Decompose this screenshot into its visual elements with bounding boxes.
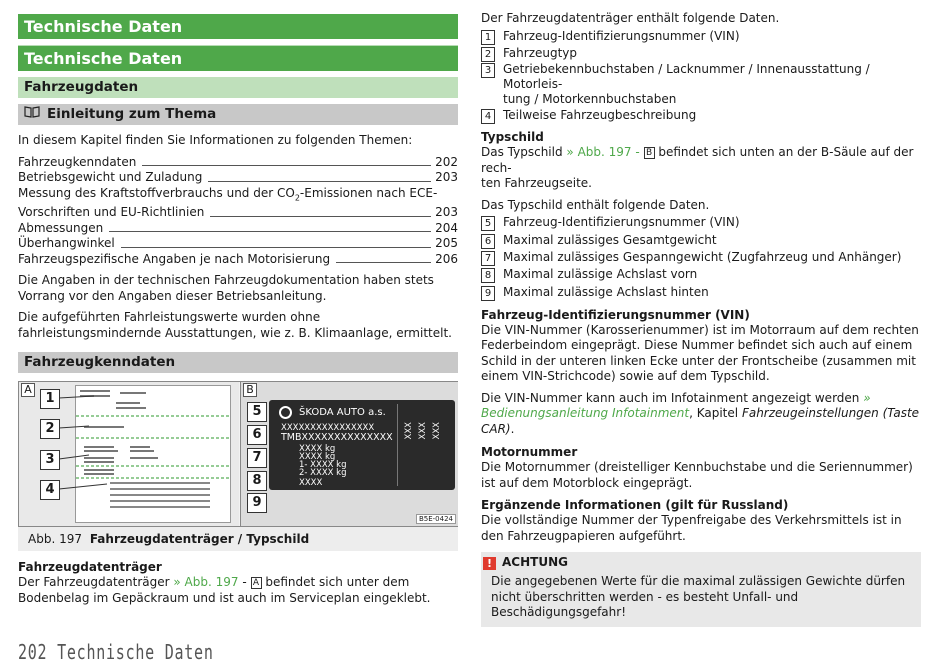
callout-number: 6 <box>247 425 267 445</box>
callout-number: 2 <box>40 419 60 439</box>
manual-link[interactable]: » Bedienungsanleitung Infotainment <box>481 390 871 421</box>
callout-number: 7 <box>247 448 267 468</box>
paragraph: Die Angaben in der technischen Fahrzeugdokumentation haben stets Vorrang vor den Angaben dieser Betriebsanleitung. <box>18 273 434 303</box>
list-item: 7 Maximal zulässiges Gespanngewicht (Zugfahrzeug und Anhänger) <box>481 249 921 266</box>
intro-bar-label: Einleitung zum Thema <box>47 106 217 122</box>
paragraph: Das Typschild » Abb. 197 - B befindet sich unten an der B-Säule auf der rech- ten Fahrzeugseite. <box>481 145 914 191</box>
list-item: 6 Maximal zulässiges Gesamtgewicht <box>481 232 921 249</box>
figure-label-a: A <box>21 383 35 397</box>
paragraph: Der Fahrzeugdatenträger » Abb. 197 - A befindet sich unter dem Bodenbelag im Gepäckraum und ist auch im Serviceplan eingeklebt. <box>18 575 431 605</box>
caption-text: Fahrzeugdatenträger / Typschild <box>89 532 310 547</box>
plate-line: XXXX kg <box>299 444 336 455</box>
figure-code: B5E-0424 <box>416 514 456 524</box>
figure-b <box>240 382 458 526</box>
plate-line: 1- XXXX kg <box>299 460 347 471</box>
warning-text: Die angegebenen Werte für die maximal zulässigen Gewichte dürfen nicht überschritten werden - es besteht Unfall- und Beschädigungsgefahr! <box>491 574 906 620</box>
right-column <box>481 11 921 627</box>
list-item: 1 Fahrzeug-Identifizierungsnummer (VIN) <box>481 28 921 45</box>
callout-number: 5 <box>247 402 267 422</box>
plate-line: XXXX kg <box>299 452 336 463</box>
warning-icon: ! <box>483 557 496 570</box>
figure-a <box>19 382 239 526</box>
figure-link[interactable]: » Abb. 197 - <box>566 145 640 160</box>
toc-entry[interactable]: Fahrzeugkenndaten 202 <box>18 154 458 169</box>
plate-line: XXXXXXXXXXXXXXXX <box>281 423 375 434</box>
toc <box>18 155 458 268</box>
subheading: Typschild <box>481 130 544 145</box>
list-item: 9 Maximal zulässige Achslast hinten <box>481 284 921 301</box>
figure-label-b: B <box>243 383 257 397</box>
ref-box-b: B <box>644 147 655 159</box>
ref-box-a: A <box>251 577 262 589</box>
chapter-title: Technische Daten <box>18 14 458 39</box>
list-item: 3 Getriebekennbuchstaben / Lacknummer / Innenausstattung / Motorleis- tung / Motorkennbuchstaben <box>481 62 921 107</box>
figure-image <box>18 381 458 527</box>
plate-line: TMBXXXXXXXXXXXXXX <box>281 432 393 444</box>
toc-entry[interactable]: Vorschriften und EU-Richtlinien 203 <box>18 205 458 220</box>
paragraph: Der Fahrzeugdatenträger enthält folgende Daten. <box>481 11 780 25</box>
paragraph: Die vollständige Nummer der Typenfreigabe des Verkehrsmittels ist in den Fahrzeugpapieren aufgeführt. <box>481 513 902 543</box>
left-column <box>18 14 458 606</box>
skoda-logo-icon <box>279 406 292 419</box>
subheading: Motornummer <box>481 445 578 460</box>
list-item: 5 Fahrzeug-Identifizierungsnummer (VIN) <box>481 214 921 231</box>
warning-box <box>481 552 921 627</box>
paragraph: Die VIN-Nummer kann auch im Infotainment angezeigt werden » Bedienungsanleitung Infotainment, Kapitel Fahrzeugeinstellungen (Taste CAR). <box>481 390 920 436</box>
section-bar: Fahrzeugkenndaten <box>18 352 458 373</box>
data-list <box>481 214 921 300</box>
type-plate: ŠKODA AUTO a.s. XXXXXXXXXXXXXXXX TMBXXXXXXXXXXXXXX XXXX kg XXXX kg 1- XXXX kg 2- XXXX kg XXXX XXX XXX XXX <box>269 400 455 490</box>
subheading: Ergänzende Informationen (gilt für Russland) <box>481 498 789 513</box>
callout-number: 4 <box>40 480 60 500</box>
list-item: 8 Maximal zulässige Achslast vorn <box>481 266 921 283</box>
intro-bar <box>18 104 458 125</box>
callout-number: 8 <box>247 471 267 491</box>
subheading: Fahrzeugdatenträger <box>18 560 162 575</box>
page-footer: 202 Technische Daten <box>18 640 214 664</box>
subheading: Fahrzeug-Identifizierungsnummer (VIN) <box>481 307 750 322</box>
callout-number: 9 <box>247 493 267 513</box>
warning-title: ACHTUNG <box>502 555 568 570</box>
plate-line: XXXX <box>299 478 323 489</box>
figure-caption <box>18 527 458 551</box>
toc-entry[interactable]: Fahrzeugspezifische Angaben je nach Motorisierung 206 <box>18 251 458 266</box>
toc-entry[interactable]: Betriebsgewicht und Zuladung 203 <box>18 170 458 184</box>
toc-entry[interactable]: Abmessungen 204 <box>18 220 458 235</box>
paragraph: Das Typschild enthält folgende Daten. <box>481 197 710 212</box>
callout-number: 1 <box>40 389 60 409</box>
figure-link[interactable]: » Abb. 197 <box>173 575 239 590</box>
paragraph: Die VIN-Nummer (Karosserienummer) ist im Motorraum auf dem rechten Federbeindom eingeprägt. Diese Nummer befindet sich auch auf einem Schild in der unteren linken Ecke unter der Frontscheibe (zusammen mit einem VIN-Strichcode) sowie auf dem Typschild. <box>481 322 919 384</box>
warning-header <box>481 552 921 572</box>
data-list <box>481 28 921 125</box>
book-icon <box>24 104 41 125</box>
toc-entry[interactable]: Überhangwinkel 205 <box>18 236 458 251</box>
toc-entry-line1: Messung des Kraftstoffverbrauchs und der $CO_2$-Emissionen nach ECE- <box>18 185 438 202</box>
plate-line: 2- XXXX kg <box>299 468 347 479</box>
caption-number: Abb. 197 <box>28 532 82 547</box>
plate-brand: ŠKODA AUTO a.s. <box>299 407 386 419</box>
list-item: 4 Teilweise Fahrzeugbeschreibung <box>481 107 921 124</box>
subsection-title: Fahrzeugdaten <box>18 77 458 98</box>
section-title: Technische Daten <box>18 45 458 71</box>
intro-text: In diesem Kapitel finden Sie Informationen zu folgenden Themen: <box>18 133 413 147</box>
list-item: 2 Fahrzeugtyp <box>481 45 921 62</box>
figure <box>18 381 458 551</box>
paragraph: Die Motornummer (dreistelliger Kennbuchstabe und die Seriennummer) ist auf dem Motorblock eingeprägt. <box>481 460 913 490</box>
paragraph: Die aufgeführten Fahrleistungswerte wurden ohne fahrleistungsmindernde Ausstattungen, wie z. B. Klimaanlage, ermittelt. <box>18 310 452 340</box>
callout-number: 3 <box>40 450 60 470</box>
